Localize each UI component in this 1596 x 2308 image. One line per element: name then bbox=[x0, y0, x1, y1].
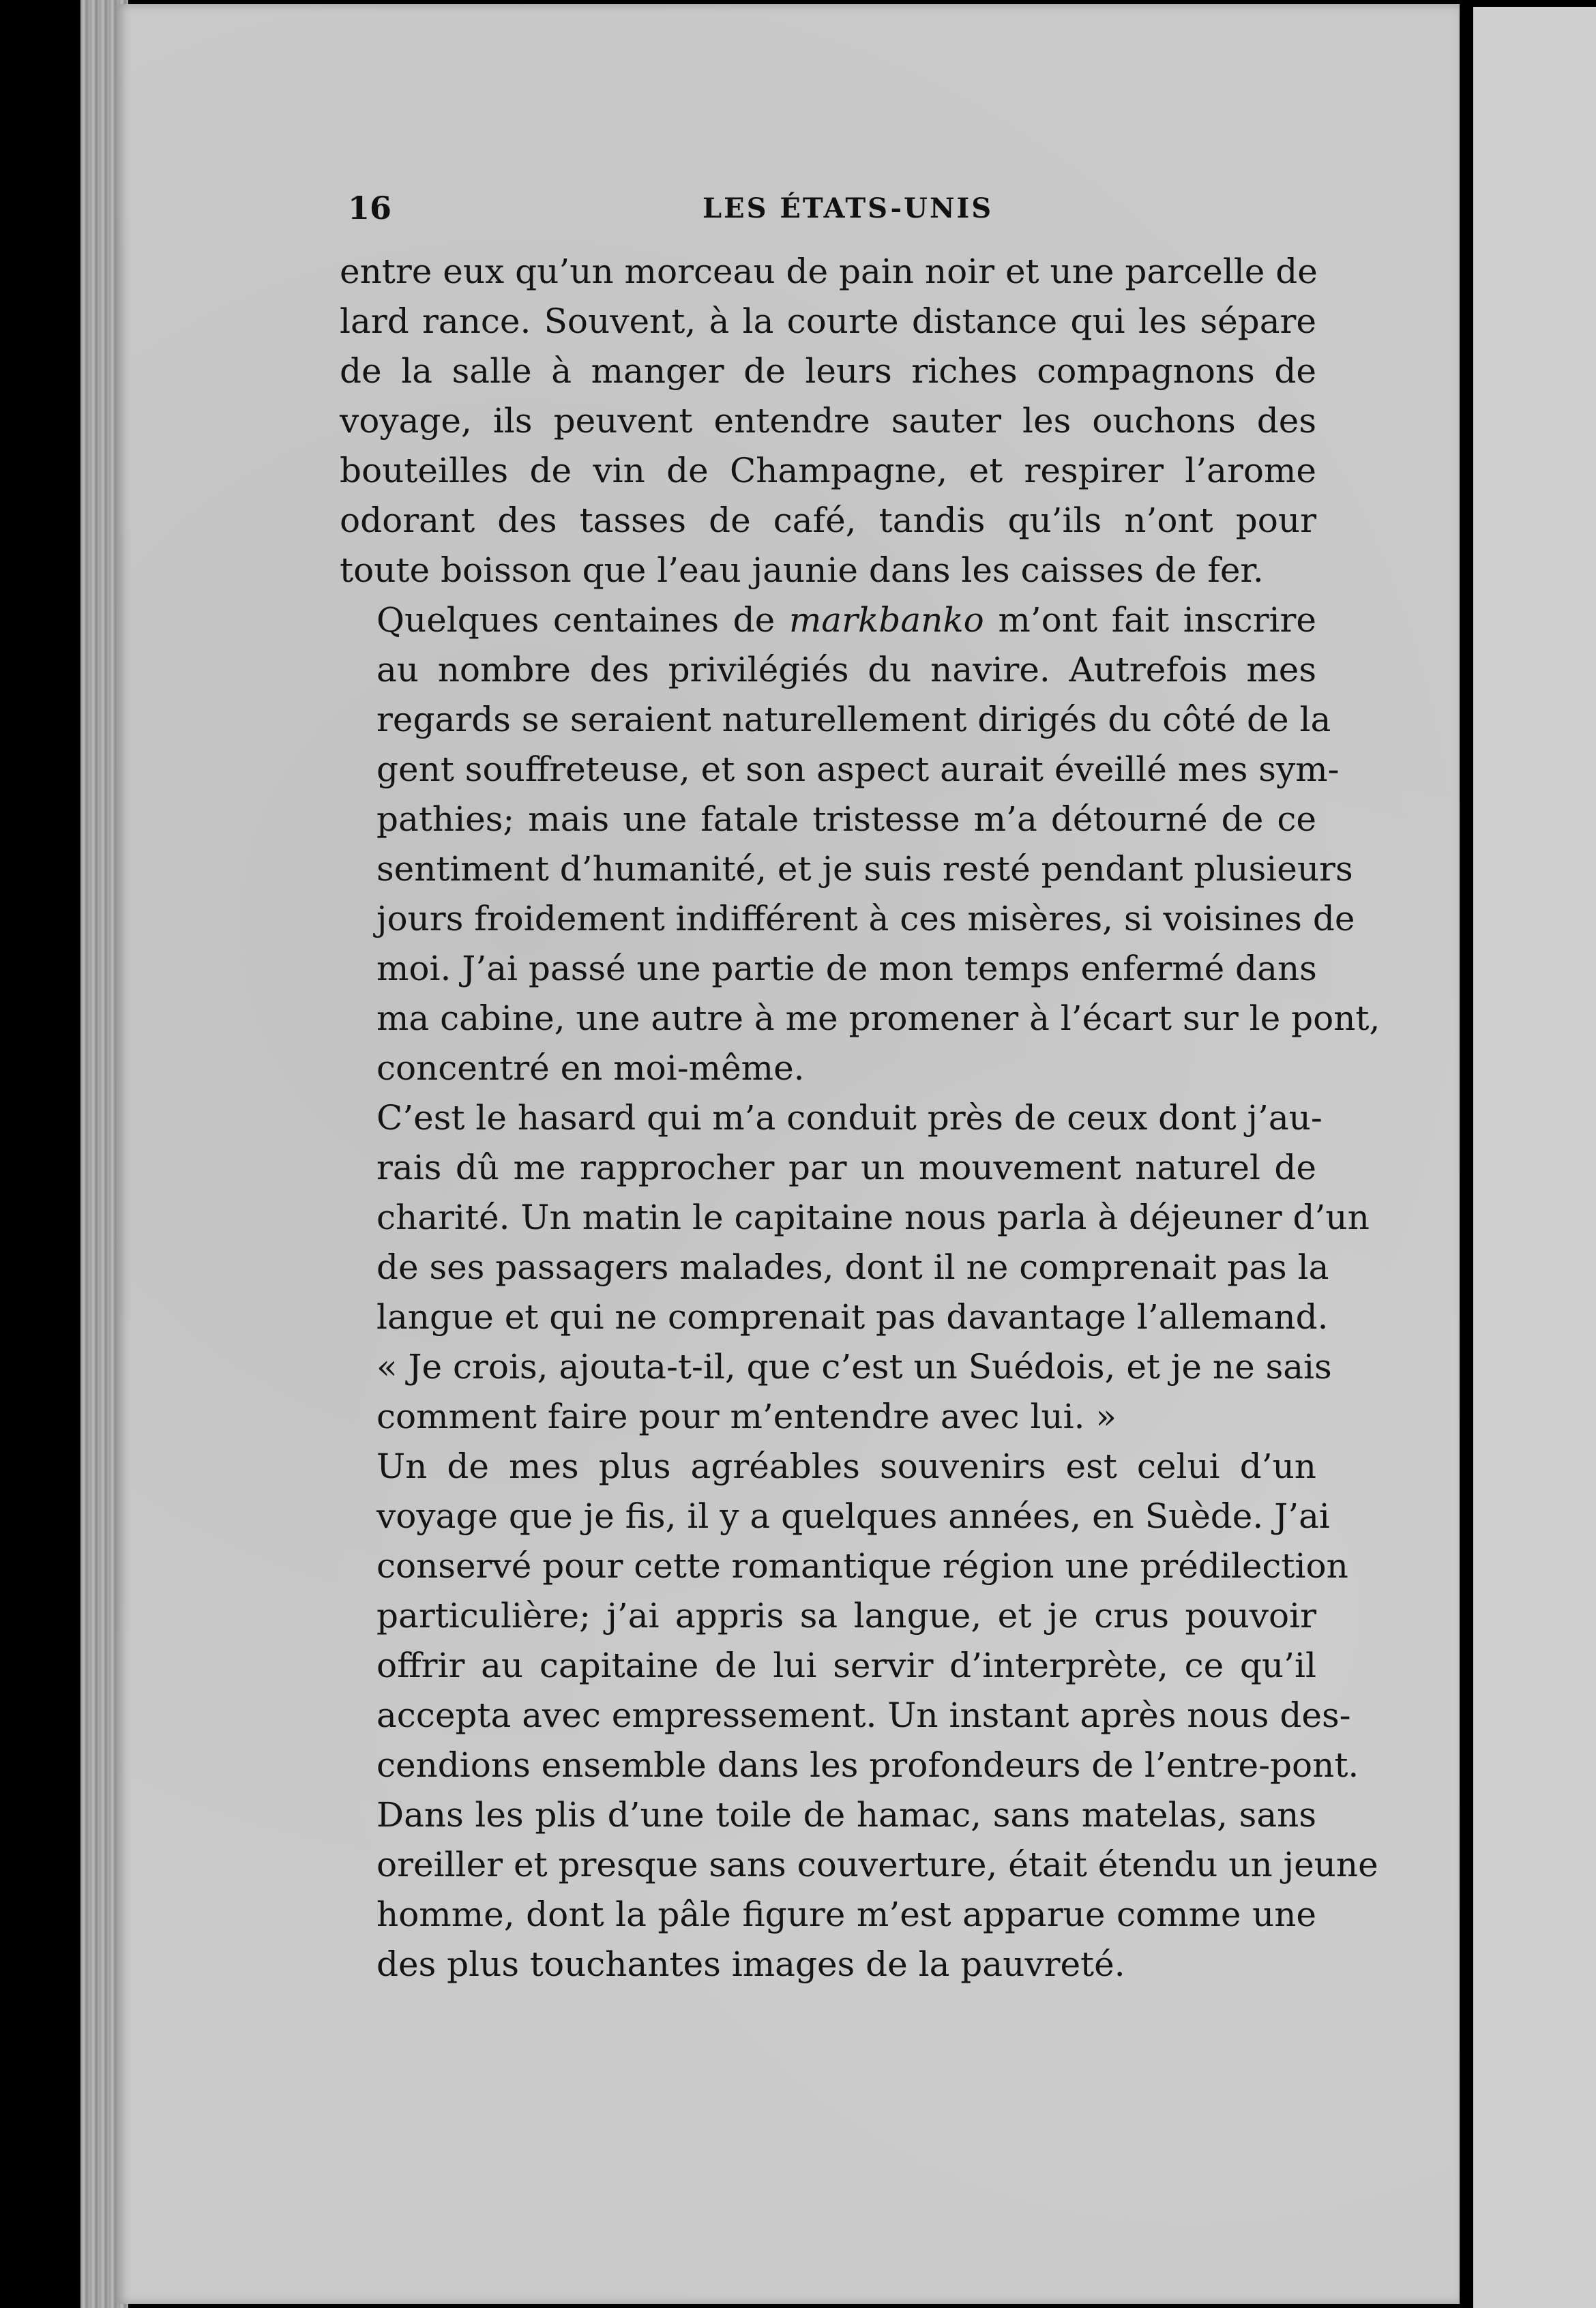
text-line: de ses passagers malades, dont il ne comprenait pas la bbox=[376, 1247, 1329, 1287]
text-line: des plus touchantes images de la pauvreté. bbox=[376, 1944, 1125, 1984]
text-line: conservé pour cette romantique région une prédilection bbox=[376, 1546, 1348, 1586]
text-line: Dans les plis d’une toile de hamac, sans matelas, sans bbox=[376, 1795, 1316, 1835]
text-line: ma cabine, une autre à me promener à l’écart sur le pont, bbox=[376, 998, 1380, 1038]
page-number: 16 bbox=[348, 190, 392, 226]
running-title: LES ÉTATS-UNIS bbox=[703, 192, 994, 224]
text-line: voyage que je fis, il y a quelques années, en Suède. J’ai bbox=[376, 1496, 1330, 1536]
text-line: voyage, ils peuvent entendre sauter les ouchons des bbox=[340, 401, 1316, 441]
paragraph-5 bbox=[340, 1790, 1378, 1989]
text-line: pathies; mais une fatale tristesse m’a détourné de ce bbox=[376, 799, 1316, 839]
page-header bbox=[348, 190, 1316, 237]
text-line: entre eux qu’un morceau de pain noir et une parcelle de bbox=[340, 252, 1318, 291]
text-line: odorant des tasses de café, tandis qu’ils n’ont pour bbox=[340, 501, 1316, 540]
text-line: Un de mes plus agréables souvenirs est celui d’un bbox=[376, 1447, 1316, 1486]
text-line: langue et qui ne comprenait pas davantage l’allemand. bbox=[376, 1297, 1329, 1337]
text-line: regards se seraient naturellement dirigés du côté de la bbox=[376, 700, 1331, 739]
page-gutter bbox=[1460, 0, 1475, 2308]
text-line: oreiller et presque sans couverture, était étendu un jeune bbox=[376, 1845, 1378, 1884]
text-line: toute boisson que l’eau jaunie dans les caisses de fer. bbox=[340, 550, 1264, 590]
paragraph-1 bbox=[340, 247, 1316, 595]
text-line: homme, dont la pâle figure m’est apparue comme une bbox=[376, 1895, 1316, 1934]
body-text bbox=[340, 247, 1380, 1989]
text-line: jours froidement indifférent à ces misères, si voisines de bbox=[376, 899, 1355, 938]
text-line: moi. J’ai passé une partie de mon temps enfermé dans bbox=[376, 949, 1317, 988]
text-line: « Je crois, ajouta-t-il, que c’est un Suédois, et je ne sais bbox=[376, 1347, 1332, 1387]
text-line: C’est le hasard qui m’a conduit près de ceux dont j’au- bbox=[376, 1098, 1322, 1138]
italic-term: markbanko bbox=[788, 600, 984, 640]
text-line: concentré en moi-même. bbox=[376, 1048, 805, 1088]
text-line: lard rance. Souvent, à la courte distance qui les sépare bbox=[340, 301, 1316, 341]
text-line: rais dû me rapprocher par un mouvement naturel de bbox=[376, 1148, 1316, 1187]
text-line: accepta avec empressement. Un instant après nous des- bbox=[376, 1696, 1351, 1735]
paragraph-2 bbox=[340, 595, 1380, 1093]
text-line: cendions ensemble dans les profondeurs de l’entre-pont. bbox=[376, 1745, 1359, 1785]
text-line: offrir au capitaine de lui servir d’interprète, ce qu’il bbox=[376, 1646, 1316, 1685]
text-line: particulière; j’ai appris sa langue, et je crus pouvoir bbox=[376, 1596, 1316, 1636]
text-line: charité. Un matin le capitaine nous parla à déjeuner d’un bbox=[376, 1198, 1370, 1237]
text-line: de la salle à manger de leurs riches compagnons de bbox=[340, 351, 1316, 391]
paragraph-3 bbox=[340, 1093, 1370, 1442]
text-line-with-italic: Quelques centaines de markbanko m’ont fait inscrire bbox=[376, 600, 1316, 640]
text-line: bouteilles de vin de Champagne, et respirer l’arome bbox=[340, 451, 1316, 490]
text-line: gent souffreteuse, et son aspect aurait éveillé mes sym- bbox=[376, 750, 1340, 789]
text-line: au nombre des privilégiés du navire. Autrefois mes bbox=[376, 650, 1316, 690]
paragraph-4 bbox=[340, 1442, 1359, 1790]
text-line: sentiment d’humanité, et je suis resté pendant plusieurs bbox=[376, 849, 1353, 889]
facing-page-edge bbox=[1473, 7, 1596, 2308]
text-line: comment faire pour m’entendre avec lui. » bbox=[376, 1397, 1117, 1436]
